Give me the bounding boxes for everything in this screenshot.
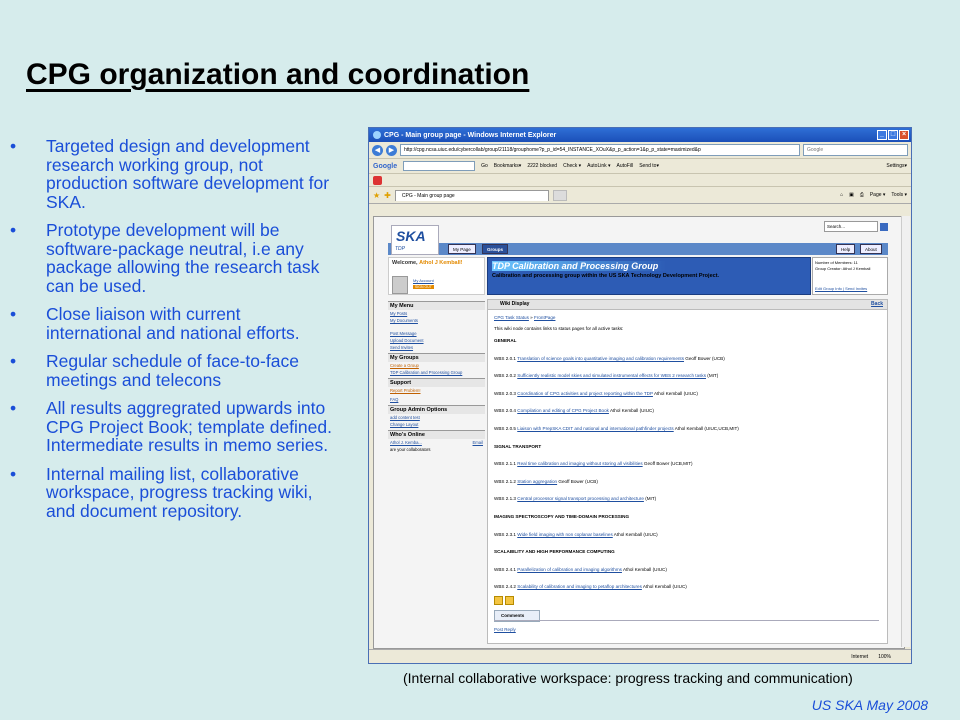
task-owner: Geoff Bower (UCB)	[558, 478, 598, 484]
nav-help[interactable]: Help	[836, 244, 855, 254]
bullet-dot: •	[10, 136, 17, 156]
group-banner	[487, 257, 811, 295]
task-owner: Athol Kemball (UIUC)	[609, 408, 654, 414]
wiki-breadcrumb-frontpage[interactable]: FrontPage	[534, 315, 556, 320]
sidebar-link-report-problem[interactable]: Report Problem!	[390, 388, 421, 393]
sidebar-link-upload-document[interactable]: Upload Document	[390, 338, 424, 343]
autolink-button[interactable]: AutoLink ▾	[587, 163, 611, 169]
wiki-task-row	[494, 495, 881, 513]
maximize-icon[interactable]: □	[888, 130, 898, 140]
wiki-task-link[interactable]: Liaison with PrepSKA CDIT and national and international pathfinder projects	[517, 425, 674, 431]
user-name: Athol J Kemball!	[419, 260, 463, 266]
back-arrow-icon[interactable]: ◀	[372, 145, 383, 156]
welcome-box: Welcome, Athol J Kemball! My Account SIGN OUT	[388, 257, 485, 295]
wiki-task-row	[494, 478, 881, 496]
wiki-task-row	[494, 407, 881, 425]
go-button[interactable]: Go	[481, 163, 488, 169]
wiki-section-heading: GENERAL	[494, 338, 517, 343]
wiki-task-row	[494, 531, 881, 549]
wiki-intro: This wiki node contains links to status pages for all active tasks:	[494, 326, 624, 331]
popup-blocked-button[interactable]: 2222 blocked	[527, 163, 558, 169]
tools-menu[interactable]: Tools ▾	[891, 192, 907, 198]
bullet-dot: •	[10, 398, 17, 418]
url-field[interactable]: http://cpg.ncsa.uiuc.edu/cybercollab/group/21118/grouphome?p_p_id=54_INSTANCE_XOuX&p_p_action=1&p_p_state=maximized&p	[400, 144, 800, 156]
wiki-task-row	[494, 583, 881, 601]
group-subtitle: Calibration and processing group within the US SKA Technology Development Project.	[492, 273, 720, 279]
wiki-task-link[interactable]: Station aggregation	[517, 478, 558, 484]
back-link[interactable]: Back	[871, 301, 883, 307]
minimize-icon[interactable]: _	[877, 130, 887, 140]
email-link[interactable]: Email	[472, 440, 483, 445]
wbs-id: WBS 2.0.1	[494, 355, 516, 361]
bullet-item: • Close liaison with current international and national efforts.	[10, 304, 300, 343]
wiki-panel	[487, 299, 888, 644]
bullet-item: • Regular schedule of face-to-face meetings and telecons	[10, 351, 299, 390]
online-user-link[interactable]: Athol J. Kemba...	[390, 440, 422, 445]
ska-logo: SKA TDP	[391, 225, 439, 255]
task-owner: Geoff Bower (UCB,MIT)	[643, 461, 693, 467]
check-button[interactable]: Check ▾	[563, 163, 582, 169]
task-owner: Athol Kemball (UIUC)	[642, 584, 687, 590]
addon-icon[interactable]	[373, 176, 382, 185]
wbs-id: WBS 2.0.4	[494, 408, 516, 414]
sign-out-button[interactable]: SIGN OUT	[415, 285, 432, 289]
sidebar-link-tdp-group[interactable]: TDP Calibration and Processing Group	[390, 370, 463, 375]
browser-status-bar	[369, 649, 911, 663]
page-menu[interactable]: Page ▾	[869, 192, 886, 198]
wiki-task-link[interactable]: Central processor signal transport processing and architecture	[517, 496, 644, 502]
wiki-breadcrumb-task-status[interactable]: CPG Task Status	[494, 315, 529, 320]
add-favorites-icon[interactable]: ✚	[384, 190, 391, 200]
sidebar-heading-whos-online: Who's Online	[388, 430, 485, 439]
address-bar	[369, 142, 911, 159]
sidebar-link-send-invites[interactable]: Send Invites	[390, 345, 414, 350]
google-toolbar	[369, 159, 911, 174]
my-account-link[interactable]: My Account	[413, 278, 434, 283]
sidebar-heading-group-admin: Group Admin Options	[388, 405, 485, 414]
bullet-item: • All results aggregrated upwards into CPG Project Book; template defined. Intermediate results in memo series.	[10, 398, 332, 455]
wiki-task-row	[494, 372, 881, 390]
settings-button[interactable]: Settings▾	[886, 163, 907, 169]
task-owner: Athol Kemball (UIUC,UCB,MIT)	[674, 425, 739, 431]
slide-title: CPG organization and coordination	[26, 58, 530, 91]
browser-viewport	[373, 216, 905, 649]
task-owner: Athol Kemball (UIUC)	[613, 531, 658, 537]
print-icon[interactable]: ⎙	[859, 192, 864, 198]
comments-tab[interactable]: Comments	[494, 610, 540, 622]
avatar	[392, 276, 408, 294]
task-owner: (MIT)	[645, 496, 657, 502]
comments-divider	[494, 620, 879, 621]
tab-bar	[369, 187, 911, 204]
bullet-item: • Internal mailing list, collaborative workspace, progress tracking wiki, and document repository.	[10, 463, 313, 521]
bullet-dot: •	[10, 351, 17, 371]
wiki-task-link[interactable]: Compilation and editing of CPG Project Book	[517, 408, 609, 414]
sidebar-heading-my-groups: My Groups	[388, 353, 485, 362]
wiki-task-list	[494, 337, 881, 601]
bullet-dot: •	[10, 304, 17, 324]
wbs-id: WBS 2.0.5	[494, 425, 516, 431]
wiki-body: CPG Task Status » FrontPage This wiki node contains links to status pages for all active tasks: GENERAL WBS 2.0.1 Translation of science goals into quantitative imaging and calibration requirements Geoff Bower (UCB) WBS 2.0.2 Sufficiently realistic model skies and simulated instrumental effects for WBS 2 research tasks (MIT) WBS 2.0.3 Coordination of CPG activities and project reporting within the TDP Athol Kemball (UIUC) WBS 2.0.4 Compilation and editing of CPG Project Book Athol Kemball (UIUC) WBS 2.0.5 Liaison with PrepSKA CDIT and national and international pathfinder projects Athol Kemball (UIUC,UCB,MIT) SIGNAL TRANSPORT WBS 2.1.1 Real time calibration and imaging without storing all visibilities Geoff Bower (UCB,MIT) WBS 2.1.2 Station aggregation Geoff Bower (UCB) WBS 2.1.3 Central processor signal transport processing and architecture (MIT) IMAGING SPECTROSCOPY AND TIME-DOMAIN PROCESSING WBS 2.3.1 Wide field imaging with non coplanar baselines Athol Kemball (UIUC) SCALABILITY AND HIGH PERFORMANCE COMPUTING WBS 2.4.1 Parallelization of calibration and imaging algorithms Athol Kemball (UIUC) WBS 2.4.2 Scalability of calibration and imaging to petaflop architectures Athol Kemball (UIUC)	[488, 310, 887, 605]
sidebar-link-create-group[interactable]: Create a Group	[390, 363, 419, 368]
site-search	[824, 221, 888, 232]
browser-scrollbar[interactable]	[901, 216, 910, 647]
task-owner: (MIT)	[707, 373, 719, 379]
nav-groups[interactable]: Groups	[482, 244, 508, 254]
edit-page-icon[interactable]	[494, 596, 503, 605]
wiki-task-link[interactable]: Sufficiently realistic model skies and simulated instrumental effects for WBS 2 research tasks	[517, 373, 707, 379]
task-owner: Athol Kemball (UIUC)	[622, 566, 667, 572]
browser-title-bar: CPG - Main group page - Windows Internet Explorer _ □ ×	[369, 128, 911, 142]
tab-main-group-page[interactable]: CPG - Main group page	[395, 190, 549, 201]
internet-zone: Internet	[851, 653, 869, 660]
bullet-dot: •	[10, 463, 17, 484]
task-owner: Athol Kemball (UIUC)	[653, 390, 698, 396]
home-icon[interactable]: ⌂	[840, 192, 844, 198]
feeds-icon[interactable]: ▣	[849, 192, 854, 198]
wbs-id: WBS 2.1.3	[494, 496, 516, 502]
ie-icon	[373, 131, 381, 139]
wbs-id: WBS 2.0.3	[494, 390, 516, 396]
google-logo: Google	[373, 162, 398, 170]
wiki-header: Wiki Display Back	[488, 300, 887, 310]
wbs-id: WBS 2.4.2	[494, 584, 516, 590]
screenshot-caption: (Internal collaborative workspace: progress tracking and communication)	[403, 670, 853, 686]
bullet-dot: •	[10, 220, 17, 240]
history-icon[interactable]	[505, 596, 514, 605]
slide-footer: US SKA May 2008	[811, 697, 928, 713]
wbs-id: WBS 2.0.2	[494, 373, 516, 379]
bookmarks-button[interactable]: Bookmarks▾	[493, 163, 522, 169]
group-title: TDP Calibration and Processing Group	[492, 261, 666, 271]
edit-group-links[interactable]: Edit Group Info | Send Invites	[815, 286, 868, 291]
browser-screenshot	[368, 127, 912, 664]
wbs-id: WBS 2.3.1	[494, 531, 516, 537]
site-sidebar	[388, 299, 485, 453]
task-owner: Geoff Bower (UCB)	[685, 355, 725, 361]
wbs-id: WBS 2.1.1	[494, 461, 516, 467]
sidebar-link-faq[interactable]: FAQ	[390, 397, 399, 402]
sidebar-link-my-documents[interactable]: My Documents	[390, 318, 418, 323]
nav-about[interactable]: About	[860, 244, 882, 254]
bullet-list	[10, 137, 340, 530]
google-toolbar-input[interactable]	[403, 161, 475, 171]
wiki-section-heading: SCALABILITY AND HIGH PERFORMANCE COMPUTING	[494, 549, 615, 555]
post-reply-link[interactable]: Post Reply	[494, 627, 516, 632]
wbs-id: WBS 2.4.1	[494, 566, 516, 572]
zoom-level[interactable]: 100%	[878, 653, 891, 660]
wiki-task-link[interactable]: Translation of science goals into quantitative imaging and calibration requirements	[517, 355, 685, 361]
wiki-task-row	[494, 425, 881, 443]
sidebar-link-post-message[interactable]: Post Message	[390, 331, 417, 336]
send-to-button[interactable]: Send to▾	[639, 163, 659, 169]
sidebar-link-my-posts[interactable]: My Posts	[390, 311, 408, 316]
wiki-task-link[interactable]: Coordination of CPG activities and project reporting within the TDP	[517, 390, 653, 396]
sidebar-link-add-content[interactable]: add content test	[390, 415, 420, 420]
new-tab-button[interactable]	[553, 190, 567, 201]
site-search-go-icon[interactable]	[880, 223, 888, 231]
wiki-task-row	[494, 355, 881, 373]
nav-my-page[interactable]: My Page	[448, 244, 476, 254]
favorites-star-icon[interactable]: ★	[373, 190, 381, 200]
site-search-input[interactable]: Search...	[824, 221, 878, 232]
forward-arrow-icon[interactable]: ▶	[386, 145, 397, 156]
close-icon[interactable]: ×	[899, 130, 909, 140]
site-nav	[388, 243, 888, 255]
wiki-task-link[interactable]: Wide field imaging with non coplanar baselines	[517, 531, 613, 537]
wiki-tool-icons	[494, 596, 514, 605]
sidebar-link-change-layout[interactable]: Change Layout	[390, 422, 419, 427]
wiki-section-heading: SIGNAL TRANSPORT	[494, 443, 542, 449]
members-box: Number of Members: 11 Group Creator: Athol J Kemball Edit Group Info | Send Invites	[812, 257, 888, 295]
autofill-button[interactable]: AutoFill	[616, 163, 634, 169]
sidebar-heading-support: Support	[388, 378, 485, 387]
wiki-task-link[interactable]: Parallelization of calibration and imaging algorithms	[517, 566, 622, 572]
sidebar-heading-my-menu: My Menu	[388, 301, 485, 310]
wiki-section-heading: IMAGING SPECTROSCOPY AND TIME-DOMAIN PROCESSING	[494, 513, 630, 519]
wiki-task-row	[494, 566, 881, 584]
bullet-item: • Targeted design and development research working group, not production software development for SKA.	[10, 136, 330, 212]
wiki-task-link[interactable]: Real time calibration and imaging without storing all visibilities	[517, 461, 643, 467]
collaborators-note: are your collaborators	[390, 447, 431, 452]
wiki-task-row	[494, 390, 881, 408]
wiki-task-row	[494, 460, 881, 478]
addon-toolbar	[369, 174, 911, 187]
bullet-item: • Prototype development will be software-package neutral, i.e any package allowing the research task can be used.	[10, 220, 320, 296]
online-user-row	[388, 439, 485, 446]
browser-search-input[interactable]: Google	[803, 144, 908, 156]
wbs-id: WBS 2.1.2	[494, 478, 516, 484]
wiki-task-link[interactable]: Scalability of calibration and imaging to petaflop architectures	[517, 584, 642, 590]
